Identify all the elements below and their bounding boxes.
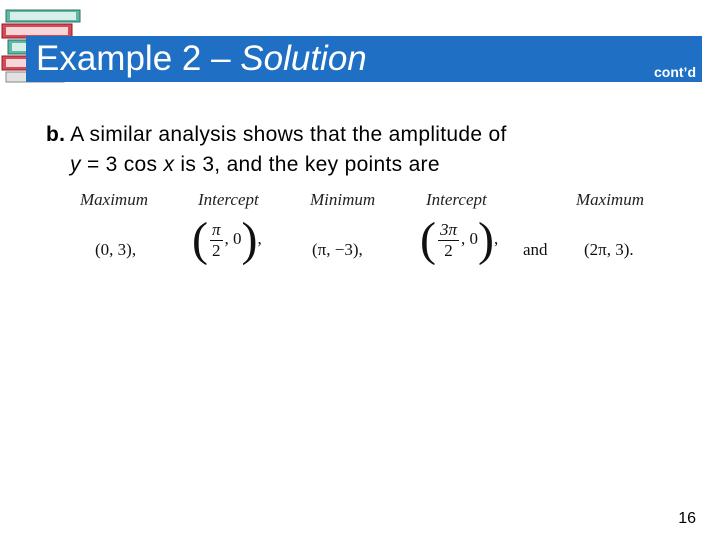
point-min: (π, −3), (312, 240, 363, 259)
close-paren: ) (241, 213, 258, 266)
fraction-pi-over-2 (210, 220, 223, 261)
header-maximum-1: Maximum (80, 190, 148, 209)
body-paragraph (46, 120, 686, 180)
part-label: b. (46, 123, 66, 146)
var-y: y (70, 153, 81, 176)
page-number: 16 (678, 510, 696, 527)
close-paren: ) (478, 213, 494, 266)
slide-title (36, 39, 367, 79)
continued-label: cont’d (654, 64, 696, 80)
point-tail: , 0 (224, 228, 242, 248)
fraction-denominator: 2 (444, 240, 453, 260)
point-comma: , (494, 228, 499, 248)
point-intercept-1 (192, 213, 262, 266)
point-max-1: (0, 3), (95, 240, 137, 259)
body-line-1 (46, 120, 686, 150)
fraction-numerator: π (211, 219, 221, 239)
point-tail: , 0 (461, 228, 479, 248)
and-word: and (523, 240, 548, 259)
title-italic: Solution (240, 39, 367, 78)
header-minimum: Minimum (310, 190, 376, 209)
header-intercept-1: Intercept (198, 190, 259, 209)
body-line-1-text: A similar analysis shows that the amplitude of (70, 123, 507, 146)
fraction-numerator: 3π (439, 219, 458, 239)
header-intercept-2: Intercept (426, 190, 487, 209)
open-paren: ( (192, 213, 208, 266)
header-maximum-2: Maximum (576, 190, 644, 209)
point-intercept-2 (420, 213, 499, 266)
fraction-denominator: 2 (212, 240, 221, 260)
key-points-table (0, 190, 720, 290)
body-line-2-mid: = 3 cos (80, 153, 164, 176)
body-line-2-end: is 3, and the key points are (174, 153, 440, 176)
fraction-3pi-over-2 (438, 220, 459, 261)
var-x: x (163, 153, 175, 176)
point-comma: , (257, 228, 262, 248)
body-line-2 (46, 150, 686, 180)
open-paren: ( (420, 213, 436, 266)
title-bar (26, 36, 702, 82)
title-main: Example 2 – (36, 39, 241, 78)
point-max-2: (2π, 3). (584, 240, 634, 259)
